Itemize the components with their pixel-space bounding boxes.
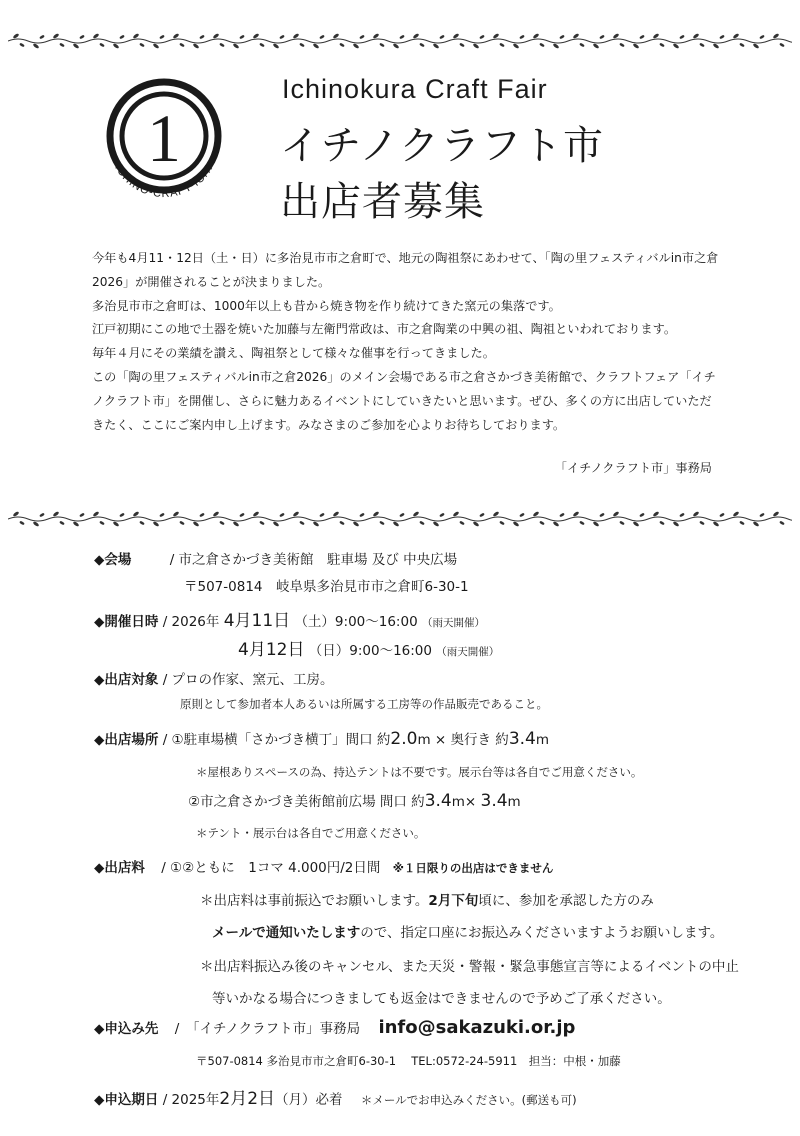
fee-payment-suffix: 頃に、参加を承認した方のみ xyxy=(478,893,654,909)
apply-row xyxy=(94,1017,575,1038)
place-opt2-width: 3.4 xyxy=(424,791,452,811)
deadline-suffix: （月）必着 xyxy=(275,1092,343,1108)
rain-note-day2: （雨天開催） xyxy=(436,646,500,658)
place-opt1-mid: m × 奥行き 約 xyxy=(417,732,509,748)
venue-address: 〒507-0814 岐阜県多治見市市之倉町6-30-1 xyxy=(184,579,469,595)
fee-notify-suffix: ので、指定口座にお振込みくださいますようお願いします。 xyxy=(360,925,724,941)
vine-border-top xyxy=(8,30,792,52)
target-note: 原則として参加者本人あるいは所属する工房等の作品販売であること。 xyxy=(180,697,548,711)
rain-note-day1: （雨天開催） xyxy=(421,617,485,629)
place-opt1-prefix: / ①駐車場横「さかづき横丁」間口 約 xyxy=(162,732,391,748)
vine-border-middle xyxy=(8,508,792,530)
place-opt2-prefix: ②市之倉さかづき美術館前広場 間口 約 xyxy=(188,794,425,810)
deadline-heading: ◆申込期日 xyxy=(94,1092,159,1108)
english-title: Ichinokura Craft Fair xyxy=(282,74,548,104)
intro-line: 今年も4月11・12日（土・日）に多治見市市之倉町で、地元の陶祖祭にあわせて、「陶の里フェスティバルin市之倉 xyxy=(92,251,719,265)
logo-ring-text: ICHINO-CRAFT-ICHI xyxy=(112,162,216,201)
dates-heading: ◆開催日時 xyxy=(94,614,159,630)
deadline-row xyxy=(94,1084,577,1109)
deadline-date: 2月2日 xyxy=(219,1089,276,1109)
dates-row-2 xyxy=(238,635,499,660)
target-heading: ◆出店対象 xyxy=(94,672,159,688)
intro-text xyxy=(92,247,752,437)
intro-line: 毎年４月にその業績を讃え、陶祖祭として様々な催事を行ってきました。 xyxy=(92,346,495,361)
japanese-title: イチノクラフト市 xyxy=(280,123,604,169)
place-heading: ◆出店場所 xyxy=(94,732,159,748)
intro-line: 2026」が開催されることが決まりました。 xyxy=(92,274,331,289)
intro-line: 江戸初期にこの地で土器を焼いた加藤与左衛門常政は、市之倉陶業の中興の祖、陶祖といわれております。 xyxy=(92,322,677,337)
venue-value: / 市之倉さかづき美術館 駐車場 及び 中央広場 xyxy=(169,552,458,568)
venue-row xyxy=(94,548,457,568)
apply-value: / 「イチノクラフト市」事務局 xyxy=(174,1021,361,1037)
place-note-2: ＊テント・展示台は各自でご用意ください。 xyxy=(196,826,426,840)
place-note-1: ＊屋根ありスペースの為、持込テントは不要です。展示台等は各自でご用意ください。 xyxy=(196,765,643,779)
dates-row-1 xyxy=(94,606,485,631)
logo xyxy=(96,74,232,210)
deadline-year: / 2025年 xyxy=(162,1092,220,1108)
place-row-1 xyxy=(94,728,549,749)
time-day1: （土）9:00～16:00 xyxy=(294,614,418,630)
apply-heading: ◆申込み先 xyxy=(94,1021,159,1037)
place-opt2-depth: 3.4 xyxy=(480,791,508,811)
place-opt1-width: 2.0 xyxy=(390,729,418,749)
venue-heading: ◆会場 xyxy=(94,552,132,568)
place-row-2 xyxy=(188,790,521,811)
place-opt1-unit: m xyxy=(535,732,550,748)
target-row xyxy=(94,668,334,688)
fee-single-day-note: ※１日限りの出店はできません xyxy=(392,861,554,875)
place-opt2-mid: m× xyxy=(451,794,481,810)
fee-row xyxy=(94,856,553,876)
date-day2: 4月12日 xyxy=(238,640,305,660)
apply-email-link[interactable]: info@sakazuki.or.jp xyxy=(378,1017,576,1038)
fee-value: / ①②ともに 1コマ 4.000円/2日間 xyxy=(161,860,381,876)
apply-address: 〒507-0814 多治見市市之倉町6-30-1 TEL:0572-24-5911 担当：中根・加藤 xyxy=(196,1054,621,1068)
target-value: / プロの作家、窯元、工房。 xyxy=(162,672,334,688)
fee-payment-prefix: ＊出店料は事前振込でお願いします。 xyxy=(200,893,429,909)
fee-payment-line xyxy=(200,889,654,909)
intro-line: この「陶の里フェスティバルin市之倉2026」のメイン会場である市之倉さかづき美術館で、クラフトフェア「イチ xyxy=(92,369,716,384)
deadline-note: ＊メールでお申込みください。(郵送も可) xyxy=(360,1093,577,1107)
time-day2: （日）9:00～16:00 xyxy=(308,643,432,659)
intro-line: 多治見市市之倉町は、1000年以上も昔から焼き物を作り続けてきた窯元の集落です。 xyxy=(92,298,561,313)
intro-line: ノクラフト市」を開催し、さらに魅力あるイベントにしていきたいと思います。ぜひ、多くの方に出店していただ xyxy=(92,393,712,408)
intro-line: きたく、ここにご案内申し上げます。みなさまのご参加を心よりお待ちしております。 xyxy=(92,417,566,432)
fee-notify-line xyxy=(212,921,723,941)
place-opt1-depth: 3.4 xyxy=(508,729,536,749)
fee-notify-bold: メールで通知いたします xyxy=(212,925,361,941)
fee-heading: ◆出店料 xyxy=(94,860,145,876)
fee-cancel-line-1: ＊出店料振込み後のキャンセル、また天災・警報・緊急事態宣言等によるイベントの中止 xyxy=(200,959,739,975)
fee-cancel-line-2: 等いかなる場合につきましても返金はできませんので予めご了承ください。 xyxy=(212,991,671,1007)
office-signature: 「イチノクラフト市」事務局 xyxy=(554,461,712,475)
fee-payment-timing: 2月下旬 xyxy=(428,893,479,909)
logo-numeral: 1 xyxy=(147,100,181,176)
date-day1: 4月11日 xyxy=(223,611,291,631)
dates-year: / 2026年 xyxy=(162,614,220,630)
place-opt2-unit: m xyxy=(507,794,521,810)
recruitment-title: 出店者募集 xyxy=(280,179,485,225)
